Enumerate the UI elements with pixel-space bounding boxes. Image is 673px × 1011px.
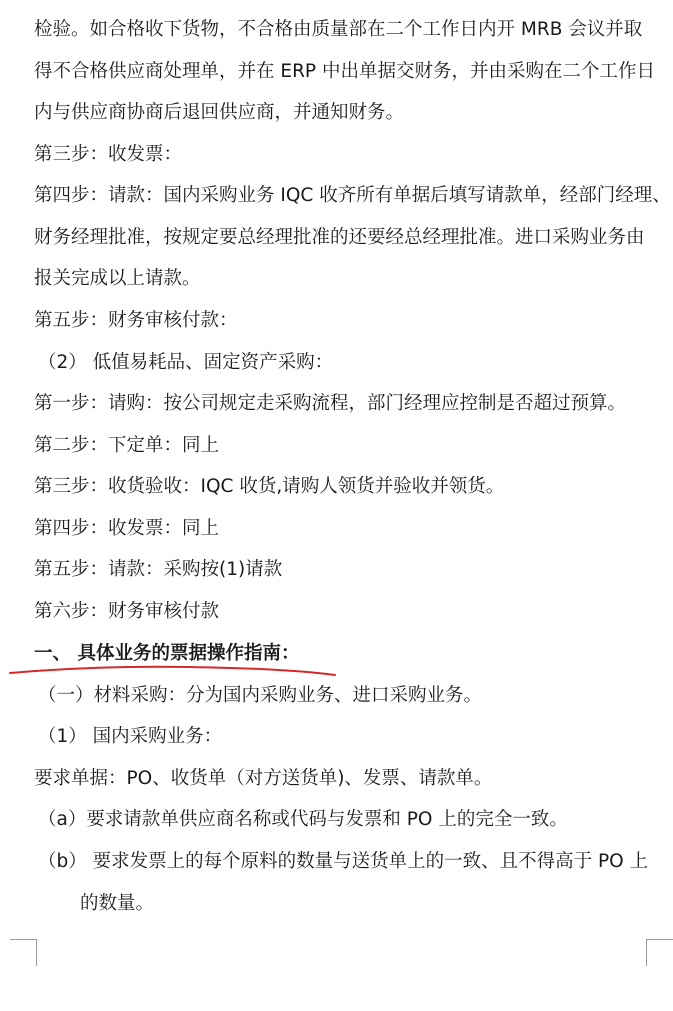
- paragraph-line: 财务经理批准，按规定要总经理批准的还要经总经理批准。进口采购业务由: [34, 227, 645, 248]
- paragraph-line: 要求单据：PO、收货单（对方送货单)、发票、请款单。: [34, 768, 493, 789]
- subsection-heading: （2） 低值易耗品、固定资产采购：: [38, 352, 334, 373]
- step-heading: 第六步：财务审核付款: [34, 601, 220, 622]
- paragraph-line: 第三步：收货验收：IQC 收货,请购人领货并验收并领货。: [34, 476, 505, 497]
- list-item: （b） 要求发票上的每个原料的数量与送货单上的一致、且不得高于 PO 上: [38, 851, 649, 872]
- red-pen-underline: [8, 664, 338, 680]
- subsection-heading: （一）材料采购：分为国内采购业务、进口采购业务。: [38, 685, 483, 706]
- list-item-continuation: 的数量。: [80, 893, 155, 914]
- step-heading: 第三步：收发票：: [34, 144, 183, 165]
- paragraph-line: 报关完成以上请款。: [34, 268, 201, 289]
- step-heading: 第五步：请款：采购按(1)请款: [34, 559, 283, 580]
- paragraph-line: 检验。如合格收下货物，不合格由质量部在二个工作日内开 MRB 会议并取: [34, 19, 643, 40]
- subsection-heading: （1） 国内采购业务：: [38, 726, 223, 747]
- page-corner-mark-right: [646, 939, 673, 966]
- step-heading: 第二步：下定单：同上: [34, 435, 220, 456]
- page-corner-mark-left: [10, 939, 37, 966]
- step-heading: 第四步：收发票：同上: [34, 518, 220, 539]
- step-heading: 第五步：财务审核付款：: [34, 310, 238, 331]
- paragraph-line: 第一步：请购：按公司规定走采购流程，部门经理应控制是否超过预算。: [34, 393, 627, 414]
- list-item: （a）要求请款单供应商名称或代码与发票和 PO 上的完全一致。: [38, 809, 568, 830]
- paragraph-line: 第四步：请款：国内采购业务 IQC 收齐所有单据后填写请款单，经部门经理、: [34, 185, 671, 206]
- section-heading: 一、 具体业务的票据操作指南：: [34, 643, 300, 664]
- paragraph-line: 得不合格供应商处理单，并在 ERP 中出单据交财务，并由采购在二个工作日: [34, 61, 655, 82]
- paragraph-line: 内与供应商协商后退回供应商，并通知财务。: [34, 102, 405, 123]
